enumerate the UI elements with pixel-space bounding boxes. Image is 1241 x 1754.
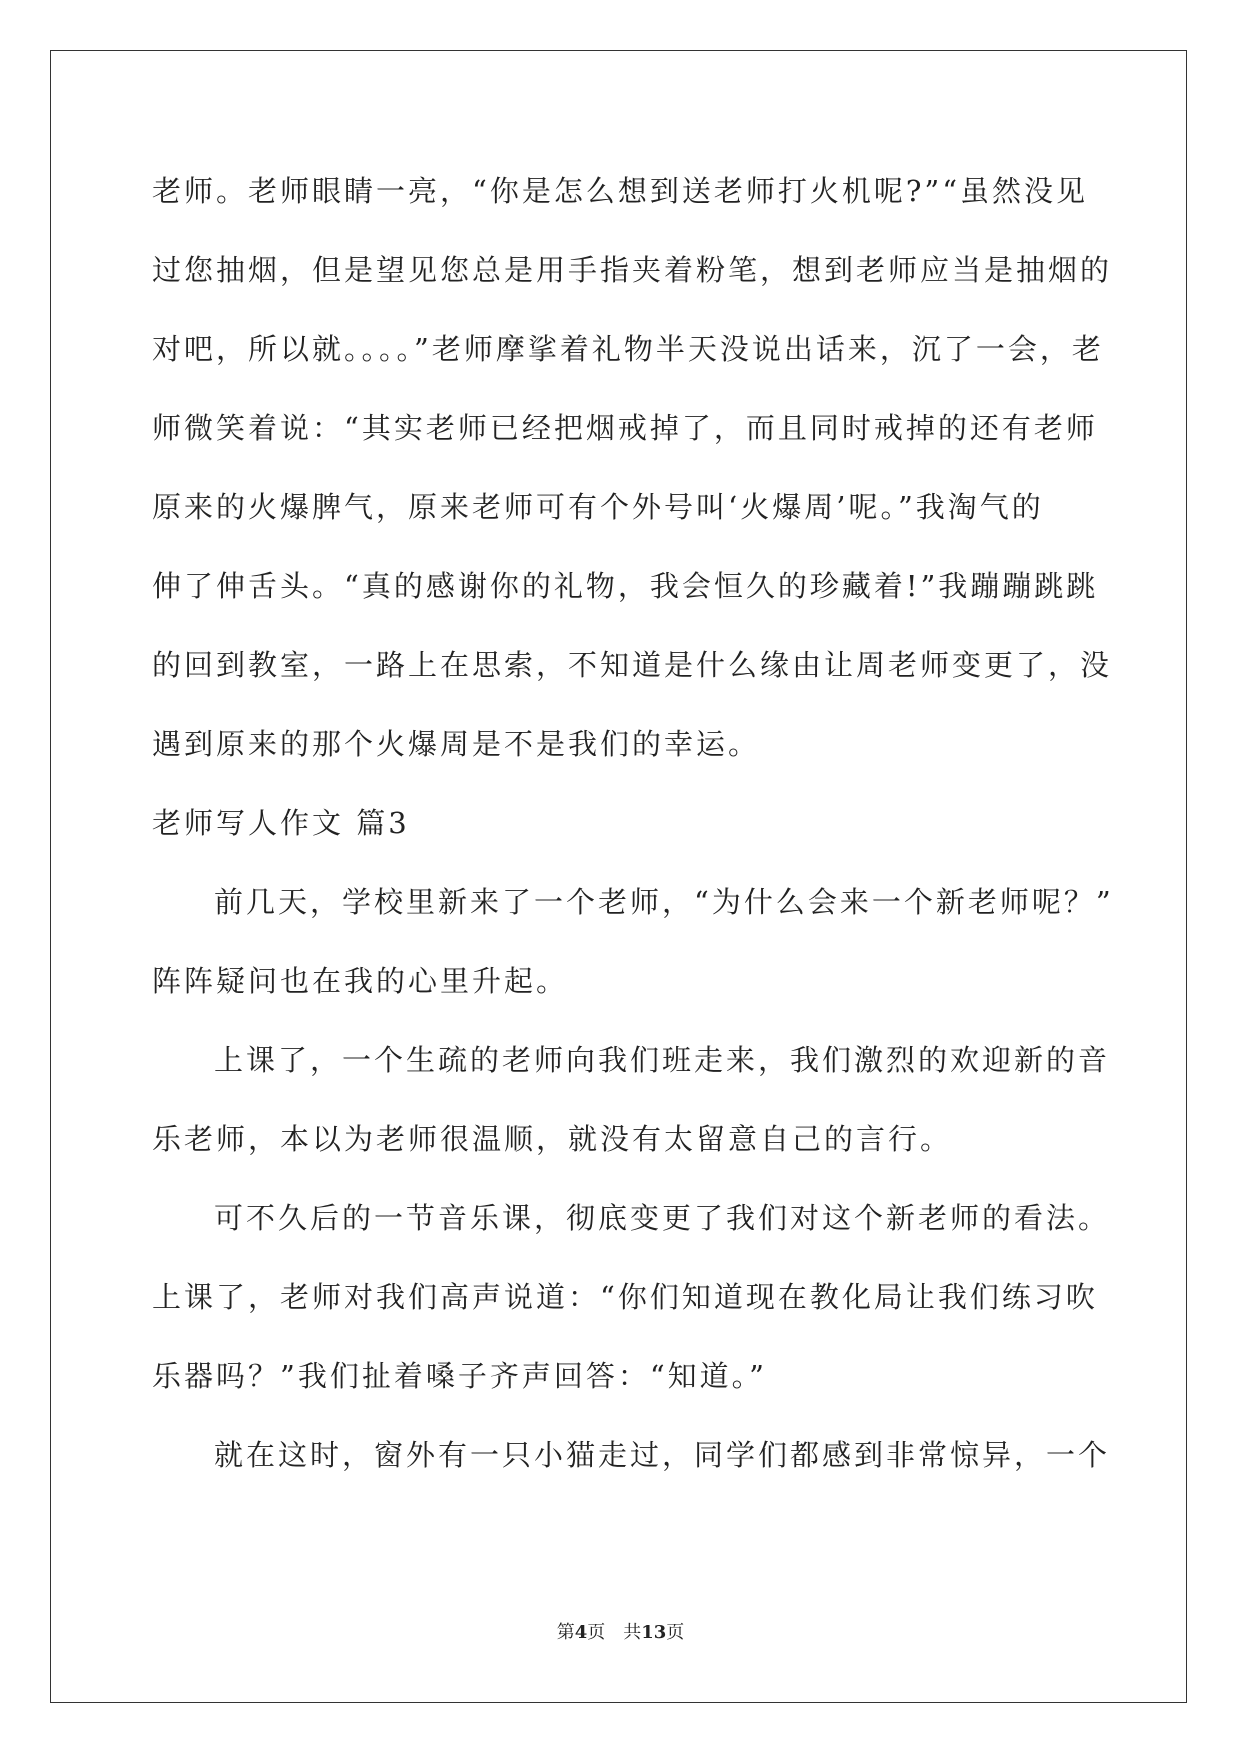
footer-suffix: 页 bbox=[666, 1622, 685, 1643]
total-page-number: 13 bbox=[641, 1622, 667, 1643]
text-line: 就在这时，窗外有一只小猫走过，同学们都感到非常惊异，一个 bbox=[214, 1438, 1111, 1472]
page-footer bbox=[0, 1618, 1241, 1644]
footer-mid: 页 共 bbox=[587, 1622, 642, 1643]
text-line: 原来的火爆脾气，原来老师可有个外号叫‘火爆周’呢。”我淘气的 bbox=[152, 490, 1044, 524]
text-line: 的回到教室，一路上在思索，不知道是什么缘由让周老师变更了，没 bbox=[152, 648, 1113, 682]
text-line: 老师。老师眼睛一亮，“你是怎么想到送老师打火机呢?”“虽然没见 bbox=[152, 174, 1089, 208]
text-line: 乐老师，本以为老师很温顺，就没有太留意自己的言行。 bbox=[152, 1122, 953, 1156]
text-line: 上课了，老师对我们高声说道：“你们知道现在教化局让我们练习吹 bbox=[152, 1280, 1098, 1314]
text-line: 遇到原来的那个火爆周是不是我们的幸运。 bbox=[152, 727, 761, 761]
text-line: 过您抽烟，但是望见您总是用手指夹着粉笔，想到老师应当是抽烟的 bbox=[152, 253, 1113, 287]
text-line: 上课了，一个生疏的老师向我们班走来，我们激烈的欢迎新的音 bbox=[214, 1043, 1111, 1077]
footer-prefix: 第 bbox=[556, 1622, 575, 1643]
text-line: 师微笑着说：“其实老师已经把烟戒掉了，而且同时戒掉的还有老师 bbox=[152, 411, 1098, 445]
section-heading: 老师写人作文 篇3 bbox=[152, 806, 410, 840]
text-line: 对吧，所以就。。。。”老师摩挲着礼物半天没说出话来，沉了一会，老 bbox=[152, 332, 1104, 366]
document-body bbox=[152, 152, 1114, 1495]
text-line: 伸了伸舌头。“真的感谢你的礼物，我会恒久的珍藏着!”我蹦蹦跳跳 bbox=[152, 569, 1099, 603]
text-line: 前几天，学校里新来了一个老师，“为什么会来一个新老师呢？” bbox=[214, 885, 1114, 919]
current-page-number: 4 bbox=[574, 1622, 588, 1643]
text-line: 乐器吗？”我们扯着嗓子齐声回答：“知道。” bbox=[152, 1359, 767, 1393]
text-line: 可不久后的一节音乐课，彻底变更了我们对这个新老师的看法。 bbox=[214, 1201, 1111, 1235]
text-line: 阵阵疑问也在我的心里升起。 bbox=[152, 964, 569, 998]
